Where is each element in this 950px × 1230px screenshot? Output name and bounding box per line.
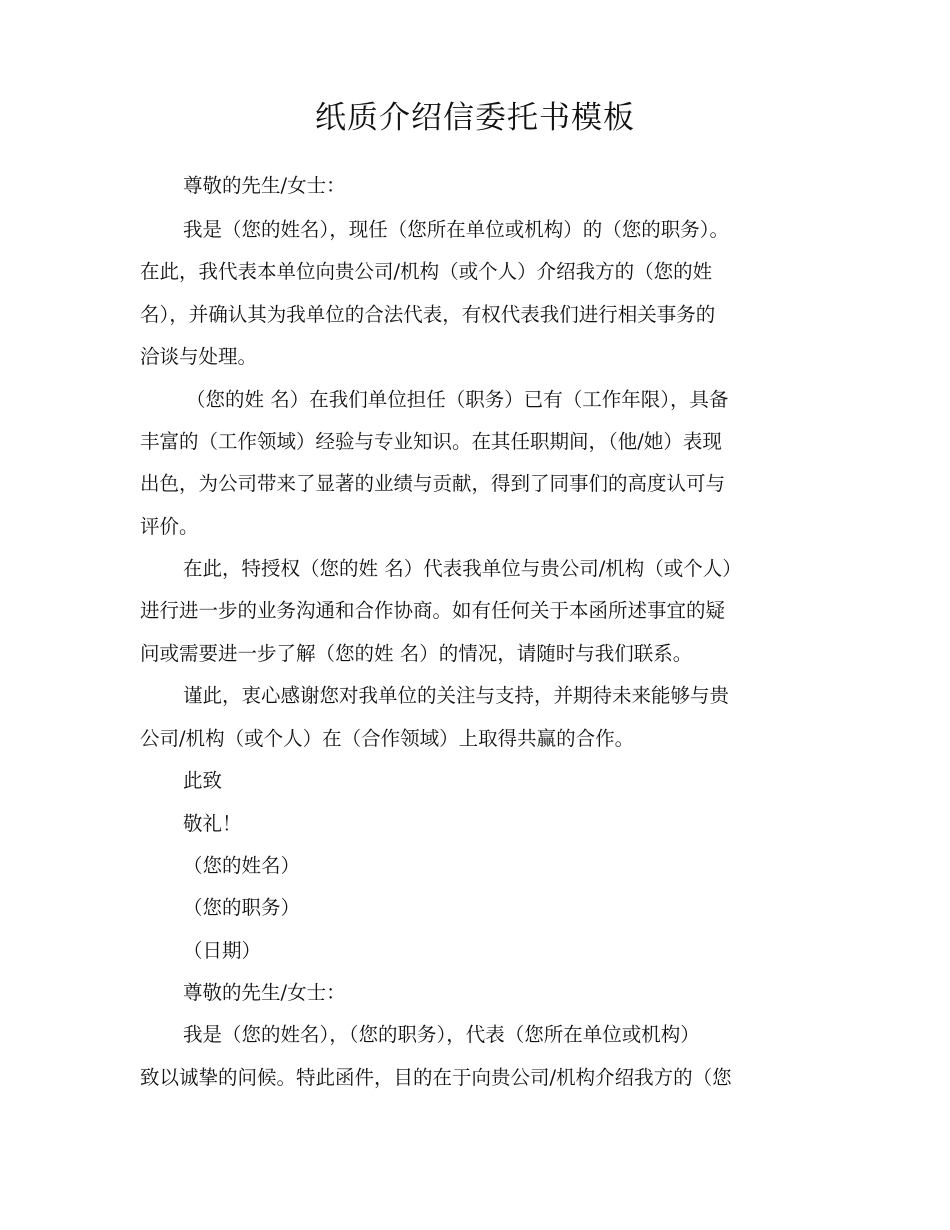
signature-name: （您的姓名） <box>183 854 301 877</box>
paragraph-line: 问或需要进一步了解（您的姓 名）的情况，请随时与我们联系。 <box>140 642 693 665</box>
salutation: 尊敬的先生/女士： <box>183 174 346 197</box>
paragraph-line: 我是（您的姓名），（您的职务），代表（您所在单位或机构） <box>183 1023 700 1046</box>
paragraph-line: 致以诚挚的问候。特此函件，目的在于向贵公司/机构介绍我方的（您 <box>140 1066 732 1089</box>
paragraph-line: 进行进一步的业务沟通和合作协商。如有任何关于本函所述事宜的疑 <box>140 599 726 622</box>
closing-line: 敬礼！ <box>183 812 242 835</box>
signature-date: （日期） <box>183 939 262 962</box>
signature-title: （您的职务） <box>183 896 301 919</box>
paragraph-line: 谨此，衷心感谢您对我单位的关注与支持，并期待未来能够与贵 <box>183 684 730 707</box>
paragraph-line: 名），并确认其为我单位的合法代表，有权代表我们进行相关事务的 <box>140 303 716 326</box>
paragraph-line: 公司/机构（或个人）在（合作领域）上取得共赢的合作。 <box>140 727 635 750</box>
paragraph-line: 洽谈与处理。 <box>140 345 258 368</box>
paragraph-line: 评价。 <box>140 515 199 538</box>
paragraph-line: 在此，特授权（您的姓 名）代表我单位与贵公司/机构（或个人） <box>183 557 742 580</box>
paragraph-line: （您的姓 名）在我们单位担任（职务）已有（工作年限），具备 <box>186 388 729 411</box>
paragraph-line: 出色，为公司带来了显著的业绩与贡献，得到了同事们的高度认可与 <box>140 472 726 495</box>
closing-line: 此致 <box>183 769 223 792</box>
document-title: 纸质介绍信委托书模板 <box>315 100 635 136</box>
salutation: 尊敬的先生/女士： <box>183 981 346 1004</box>
paragraph-line: 丰富的（工作领域）经验与专业知识。在其任职期间，（他/她）表现 <box>140 430 722 453</box>
paragraph-line: 在此，我代表本单位向贵公司/机构（或个人）介绍我方的（您的姓 <box>140 260 713 283</box>
paragraph-line: 我是（您的姓名），现任（您所在单位或机构）的（您的职务）。 <box>183 218 730 241</box>
